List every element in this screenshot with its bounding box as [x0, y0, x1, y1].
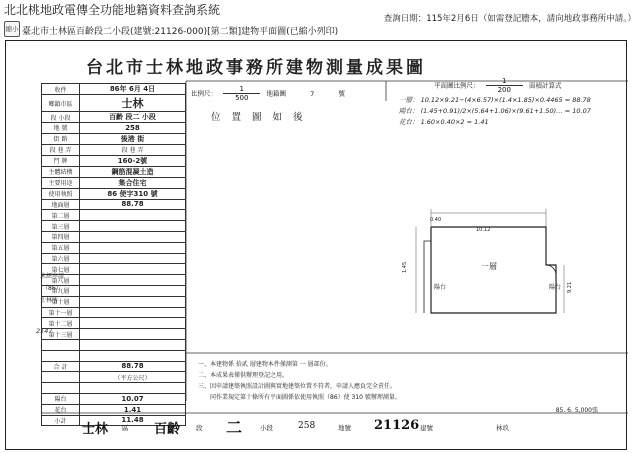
footer-lot: 258 — [298, 421, 316, 431]
index-map-suffix: 號 — [338, 89, 345, 98]
side-note-a: 未經申請 — [40, 273, 65, 280]
main-use: 集合住宅 — [80, 177, 186, 188]
plan-room-label: 陽台 — [549, 284, 562, 291]
index-map-label: 地籍圖 — [266, 89, 287, 98]
floor-label: 第十層 — [42, 296, 80, 307]
footer-building-suffix: 建號 — [420, 424, 433, 432]
calc-line: 一層： 10.12×9.21−(4×6.57)×(1.4×1.85)×0.4465 = 88.78 — [399, 96, 591, 104]
plan-dim-label: 9.21 — [567, 281, 573, 293]
plan-scale-fraction — [486, 77, 523, 94]
plan-dim-label: 1.45 — [402, 261, 408, 273]
footer-district: 士林 — [82, 422, 109, 437]
footer-location — [36, 415, 626, 435]
floor-label: 第四層 — [42, 231, 80, 242]
floor-label: 第十三層 — [42, 329, 80, 340]
accessory-value: 1.41 — [80, 404, 186, 415]
area-calc-label: 面積計算式 — [529, 81, 562, 90]
plan-dim-label: 10.12 — [476, 227, 491, 233]
road-value: 後港 街 — [80, 133, 186, 144]
side-note-d: 2147 — [36, 327, 53, 335]
section-value: 百齡 段二 小段 — [80, 112, 186, 123]
scale-numerator: 1 — [223, 85, 260, 94]
survey-date: 86年 6月 4日 — [80, 84, 186, 95]
remark-line: 二、本成果表僅供辦理登記之用。 — [198, 372, 289, 379]
plan-scale-numerator: 1 — [486, 77, 523, 86]
shrink-button[interactable]: 縮小 — [4, 21, 20, 37]
footer-lot-suffix: 地號 — [338, 424, 351, 432]
scale-fraction — [223, 85, 260, 102]
index-map-number: 7 — [310, 89, 315, 98]
plan-scale — [434, 77, 562, 94]
calc-line: 陽台： (1.45+0.91)/2×(5.64+1.06)×(9.61+1.50)… = 10.07 — [399, 107, 591, 115]
side-note-b: （86） — [42, 285, 62, 292]
footer-district-suffix: 區 — [122, 424, 129, 432]
floor-label: 第五層 — [42, 242, 80, 253]
footer-building-number: 21126 — [374, 418, 420, 433]
floor-label: 第二層 — [42, 210, 80, 221]
door-number: 160-2號 — [80, 155, 186, 166]
district-value: 士林 — [80, 95, 186, 112]
floor-label: 第八層 — [42, 275, 80, 286]
system-title: 北北桃地政電傳全功能地籍資料查詢系統 — [4, 3, 221, 17]
footer-section: 百齡 — [154, 422, 181, 437]
position-map-title: 位 置 圖 如 後 — [211, 112, 307, 123]
main-structure: 鋼筋混凝土造 — [80, 166, 186, 177]
plan-scale-denominator: 200 — [497, 86, 511, 94]
plan-scale-label: 平面圖比例尺： — [434, 81, 480, 90]
footer-subsection: 二 — [226, 418, 243, 437]
form-print-stamp: 85. 6. 5,000張 — [555, 407, 598, 414]
remark-line: 一、本建物係 拾貳 層建物本件僅測第 一 層部份。 — [198, 361, 332, 368]
building-info-table: 收件 86年 6月 4日 鄉鎮市區 士林 段 小段 百齡 段二 小段 地 號 258 街 路 後港 街 段 巷 弄 段 巷 弄 門 牌 160-2號 主體結構 鋼筋混凝土造 主要用途 集合住宅 使用執照 86 使字310 號 地面層 88.78 第二層 第三層 第四層 第五層 第六層 第七層 第八層 第九層 第十層 第十一層 第十二層 第十三層 合 計 88.78 （平方公尺） 陽台 10.07 花台 1.41 小計 11.48 — [41, 83, 186, 426]
survey-sheet — [5, 40, 627, 450]
area-calculation — [399, 95, 591, 128]
floor-label: 第十一層 — [42, 307, 80, 318]
floor-label: 第七層 — [42, 264, 80, 275]
floor-label: 第三層 — [42, 221, 80, 232]
plan-room-label: 陽台 — [434, 284, 447, 291]
parking-note: （平方公尺） — [80, 372, 186, 383]
calc-line: 花台： 1.60×0.40×2 = 1.41 — [399, 118, 489, 126]
plan-room-label: 一層 — [481, 262, 497, 271]
sheet-title: 台北市士林地政事務所建物測量成果圖 — [86, 58, 426, 78]
system-header — [0, 0, 640, 40]
remark-line: 三、因申請建築執照設計圖與實地建築位置不符者，申請人應負完全責任。 — [198, 383, 397, 390]
footer-clerk: 林玖 — [496, 424, 509, 432]
location-scale — [191, 85, 345, 102]
accessory-label: 陽台 — [42, 393, 80, 404]
footer-section-suffix: 段 — [196, 424, 203, 432]
accessory-value: 11.48 — [80, 415, 186, 426]
plan-dim-label: 0.40 — [430, 217, 442, 223]
floor-label: 第九層 — [42, 285, 80, 296]
permit-value: 86 使字310 號 — [80, 188, 186, 199]
scale-label: 比例尺： — [191, 89, 217, 98]
accessory-label: 小計 — [42, 415, 80, 426]
floor-label: 第十二層 — [42, 318, 80, 329]
floor-label: 第六層 — [42, 253, 80, 264]
total-area: 88.78 — [80, 361, 186, 372]
alley-value: 段 巷 弄 — [80, 144, 186, 155]
floor-area: 88.78 — [80, 199, 186, 210]
scale-denominator: 500 — [235, 94, 249, 102]
lot-number: 258 — [80, 123, 186, 134]
side-note-c: 士林所 — [40, 297, 59, 304]
document-label: 臺北市士林區百齡段二小段(建號:21126-000)[第二類]建物平面圖(已縮小列印) — [22, 27, 339, 37]
accessory-value: 10.07 — [80, 393, 186, 404]
remarks — [198, 359, 401, 403]
footer-subsection-suffix: 小段 — [260, 424, 273, 432]
query-date: 查詢日期：115年2月6日（如需登記謄本，請向地政事務所申請。） — [383, 14, 636, 24]
remark-line: 同作業規定第十條所有平面圖係依使用執照（86）使 310 號辦理測量。 — [198, 394, 401, 401]
accessory-label: 花台 — [42, 404, 80, 415]
